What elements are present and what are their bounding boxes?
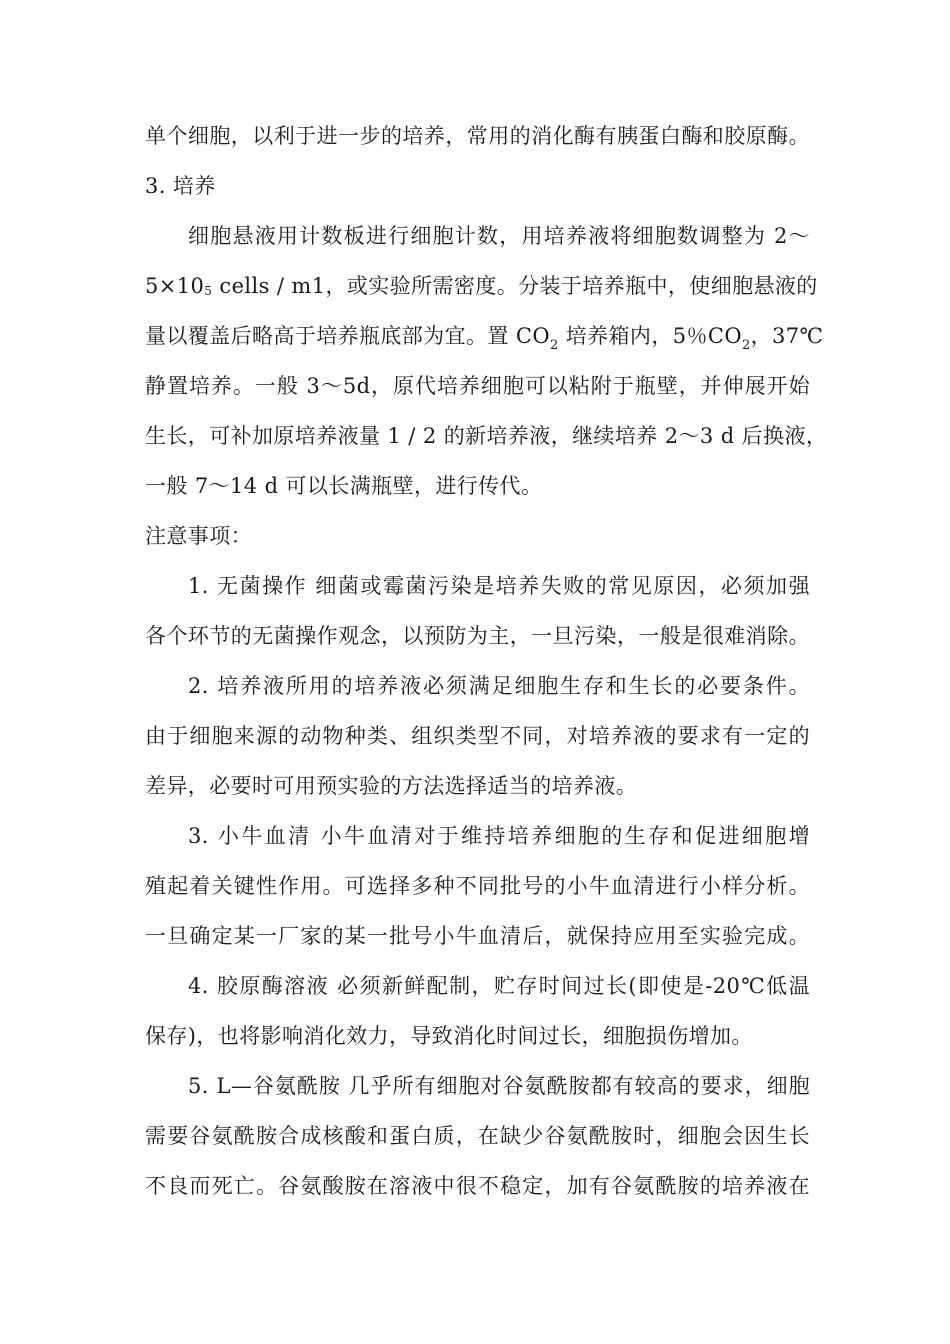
note-4-line-2: 保存)，也将影响消化效力，导致消化时间过长，细胞损伤增加。: [145, 1024, 753, 1048]
note-2-line-3: 差异，必要时可用预实验的方法选择适当的培养液。: [145, 774, 638, 798]
note-3-line-1: 3. 小牛血清 小牛血清对于维持培养细胞的生存和促进细胞增: [188, 824, 810, 848]
text-line-8: 一般 7～14 d 可以长满瓶壁，进行传代。: [145, 474, 543, 498]
note-3-line-2: 殖起着关键性作用。可选择多种不同批号的小牛血清进行小样分析。: [145, 874, 810, 898]
concentration-exponent: 5: [204, 284, 213, 298]
text-line-5-part-1: 量以覆盖后略高于培养瓶底部为宜。置 CO: [145, 324, 550, 348]
text-line-5-part-2: 培养箱内，5％CO: [565, 324, 742, 348]
text-line-4-rest: cells / m1，或实验所需密度。分装于培养瓶中，使细胞悬液的: [219, 274, 818, 298]
co2-subscript-2: 2: [741, 338, 751, 353]
note-5-line-1: 5. L—谷氨酰胺 几乎所有细胞对谷氨酰胺都有较高的要求，细胞: [188, 1074, 810, 1098]
note-4-line-1: 4. 胶原酶溶液 必须新鲜配制，贮存时间过长(即使是-20℃低温: [188, 974, 810, 998]
note-5-line-3: 不良而死亡。谷氨酸胺在溶液中很不稳定，加有谷氨酰胺的培养液在: [145, 1174, 810, 1198]
note-5-line-2: 需要谷氨酰胺合成核酸和蛋白质，在缺少谷氨酰胺时，细胞会因生长: [145, 1124, 810, 1148]
text-line-1: 单个细胞，以利于进一步的培养，常用的消化酶有胰蛋白酶和胶原酶。: [145, 124, 810, 148]
concentration-base: 5×10: [145, 274, 205, 298]
text-line-6: 静置培养。一般 3～5d，原代培养细胞可以粘附于瓶壁，并伸展开始: [145, 374, 810, 398]
note-1-line-2: 各个环节的无菌操作观念，以预防为主，一旦污染，一般是很难消除。: [145, 624, 810, 648]
note-2-line-1: 2. 培养液所用的培养液必须满足细胞生存和生长的必要条件。: [188, 674, 810, 698]
text-line-7: 生长，可补加原培养液量 1 / 2 的新培养液，继续培养 2～3 d 后换液，: [145, 424, 828, 448]
co2-subscript-1: 2: [549, 338, 559, 353]
note-2-line-2: 由于细胞来源的动物种类、组织类型不同，对培养液的要求有一定的: [145, 724, 810, 748]
text-line-5-part-3: ，37℃: [750, 324, 824, 348]
text-line-5: [145, 321, 824, 355]
note-1-line-1: 1. 无菌操作 细菌或霉菌污染是培养失败的常见原因，必须加强: [188, 574, 810, 598]
note-3-line-3: 一旦确定某一厂家的某一批号小牛血清后，就保持应用至实验完成。: [145, 924, 810, 948]
section-heading-notes: 注意事项：: [145, 524, 252, 548]
text-line-4: [145, 271, 818, 304]
text-line-3: 细胞悬液用计数板进行细胞计数，用培养液将细胞数调整为 2～: [188, 224, 810, 248]
section-heading-culture: 3. 培养: [145, 174, 216, 198]
